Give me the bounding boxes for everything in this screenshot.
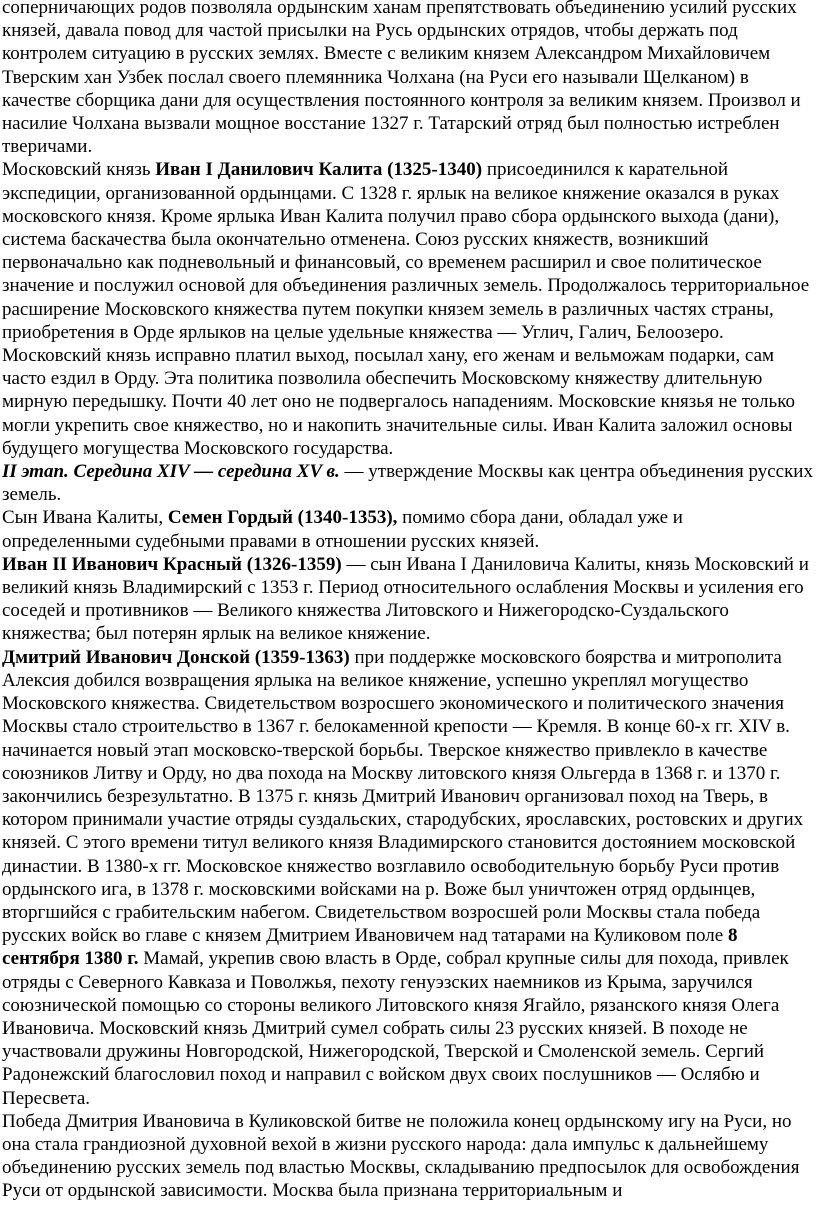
paragraph-text: Победа Дмитрия Ивановича в Куликовской битве не положила конец ордынскому игу на Руси, но она стала грандиозной духовной вехой в жизни русского народа: дала импульс к дальнейшему объединению русских земель под властью Москвы, складыванию предпосылок для освобождения Руси от ордынской зависимости. Москва была признана территориальным и [2,1110,800,1202]
paragraph-text: — сын Ивана I Даниловича Калиты, князь Московский и великий князь Владимирский с 1353 г. Период относительного ослабления Москвы и усиления его соседей и противников — Великого княжества Литовского и Нижегородско-Суздальского княжества; был потерян ярлык на великое княжение. [2,553,809,645]
paragraph-stage-two [2,460,816,506]
ruler-name-ivan-krasny: Иван II Иванович Красный (1326-1359) [2,553,342,575]
paragraph-text: Сын Ивана Калиты, [2,507,168,529]
paragraph-text: Московский князь [2,159,156,181]
paragraph-kulikovo-victory [2,1110,816,1203]
stage-heading: II этап. Середина XIV — середина XV в. [2,461,340,483]
paragraph-text: при поддержке московского боярства и митрополита Алексия добился возвращения ярлыка на великое княжение, успешно укреплял могущество Московского княжества. Свидетельством возросшего экономического и политического значения Москвы стало строительство в 1367 г. белокаменной крепости — Кремля. В конце 60-х гг. XIV в. начинается новый этап московско-тверской борьбы. Тверское княжество привлекло в качестве союзников Литву и Орду, но два похода на Москву литовского князя Ольгерда в 1368 г. и 1370 г. закончились безрезультатно. В 1375 г. князь Дмитрий Иванович организовал поход на Тверь, в котором принимали участие отряды суздальских, стародубских, ярославских, ростовских и других князей. С этого времени титул великого князя Владимирского становится достоянием московской династии. В 1380-х гг. Московское княжество возглавило освободительную борьбу Руси против ордынского ига, в 1378 г. московскими войсками на р. Воже был уничтожен отряд ордынцев, вторгшийся с грабительским набегом. Свидетельством возросшей роли Москвы стала победа русских войск во главе с князем Дмитрием Ивановичем над татарами на Куликовом поле [2,646,804,947]
paragraph-text: помимо сбора дани, обладал уже и определенными судебными правами в отношении русских князей. [2,507,683,552]
paragraph-text: присоединился к карательной экспедиции, организованной ордынцами. С 1328 г. ярлык на великое княжение оказался в руках московского князя. Кроме ярлыка Иван Калита получил право сбора ордынского выхода (дани), система баскачества была окончательно отменена. Союз русских княжеств, возникший первоначально как подневольный и финансовый, со временем расширил и свое политическое значение и послужил основой для объединения различных земель. Продолжалось территориальное расширение Московского княжества путем покупки князем земель в различных частях страны, приобретения в Орде ярлыков на целые удельные княжества — Углич, Галич, Белоозеро. Московский князь исправно платил выход, посылал хану, его женам и вельможам подарки, сам часто ездил в Орду. Эта политика позволила обеспечить Московскому княжеству длительную мирную передышку. Почти 40 лет оно не подвергалось нападениям. Московские князья не только могли укрепить свое княжество, но и накопить значительные силы. Иван Калита заложил основы будущего могущества Московского государства. [2,159,810,459]
paragraph-text: — утверждение Москвы как центра объединения русских земель. [2,461,813,506]
battle-date: 8 сентября 1380 г. [2,925,738,970]
paragraph-ivan-kalita [2,158,816,460]
ruler-name-semen-gordy: Семен Гордый (1340-1353), [167,507,398,529]
paragraph-tver-uprising [2,0,816,158]
ruler-name-ivan-kalita: Иван I Данилович Калита (1325-1340) [155,159,483,181]
paragraph-semen-gordy [2,506,816,552]
paragraph-text: соперничающих родов позволяла ордынским ханам препятствовать объединению усилий русских князей, давала повод для частой присылки на Русь ордынских отрядов, чтобы держать под контролем ситуацию в русских землях. Вместе с великим князем Александром Михайловичем Тверским хан Узбек послал своего племянника Чолхана (на Руси его называли Щелканом) в качестве сборщика дани для осуществления постоянного контроля за великим князем. Произвол и насилие Чолхана вызвали мощное восстание 1327 г. Татарский отряд был полностью истреблен тверичами. [2,0,801,158]
paragraph-dmitry-donskoy [2,646,816,1110]
ruler-name-dmitry-donskoy: Дмитрий Иванович Донской (1359-1363) [2,646,350,668]
paragraph-ivan-krasny [2,553,816,646]
paragraph-text: Мамай, укрепив свою власть в Орде, собрал крупные силы для похода, привлек отряды с Северного Кавказа и Поволжья, пехоту генуэзских наемников из Крыма, заручился союзнической помощью со стороны великого Литовского князя Ягайло, рязанского князя Олега Ивановича. Московский князь Дмитрий сумел собрать силы 23 русских князей. В походе не участвовали дружины Новгородской, Нижегородской, Тверской и Смоленской земель. Сергий Радонежский благословил поход и направил с войском двух своих послушников — Ослябю и Пересвета. [2,948,789,1109]
